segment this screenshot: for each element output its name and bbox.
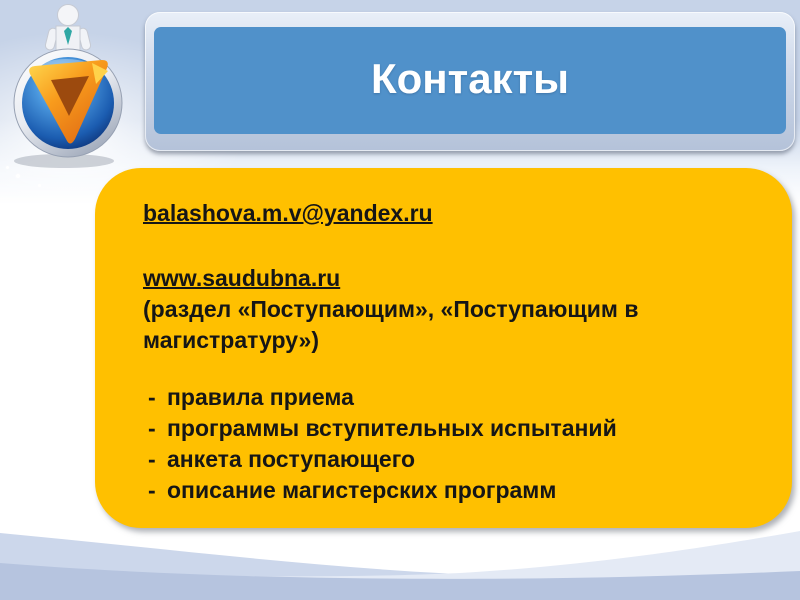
sparkle-dot bbox=[38, 184, 41, 187]
sparkle-dot bbox=[16, 174, 20, 178]
email-link[interactable]: balashova.m.v@yandex.ru bbox=[143, 200, 433, 226]
list-item bbox=[148, 413, 742, 444]
list-item-label: программы вступительных испытаний bbox=[167, 415, 617, 441]
page-title: Контакты bbox=[370, 54, 570, 102]
university-logo-icon bbox=[6, 0, 136, 170]
dash-bullet: - bbox=[148, 477, 156, 503]
list-item-label: анкета поступающего bbox=[167, 446, 416, 472]
list-item bbox=[148, 444, 742, 475]
list-item-label: правила приема bbox=[167, 384, 354, 410]
website-note: (раздел «Поступающим», «Поступающим в магистратуру») bbox=[143, 296, 639, 353]
title-banner bbox=[145, 12, 795, 151]
email-line bbox=[143, 198, 742, 229]
dash-bullet: - bbox=[148, 446, 156, 472]
list-item bbox=[148, 382, 742, 413]
title-banner-inner bbox=[154, 27, 786, 134]
bullet-list bbox=[143, 382, 742, 506]
website-line bbox=[143, 263, 742, 294]
website-link[interactable]: www.saudubna.ru bbox=[143, 265, 341, 291]
list-item bbox=[148, 475, 742, 506]
sparkle-dot bbox=[6, 166, 9, 169]
dash-bullet: - bbox=[148, 384, 156, 410]
dash-bullet: - bbox=[148, 415, 156, 441]
contact-card bbox=[95, 168, 792, 528]
list-item-label: описание магистерских программ bbox=[167, 477, 557, 503]
